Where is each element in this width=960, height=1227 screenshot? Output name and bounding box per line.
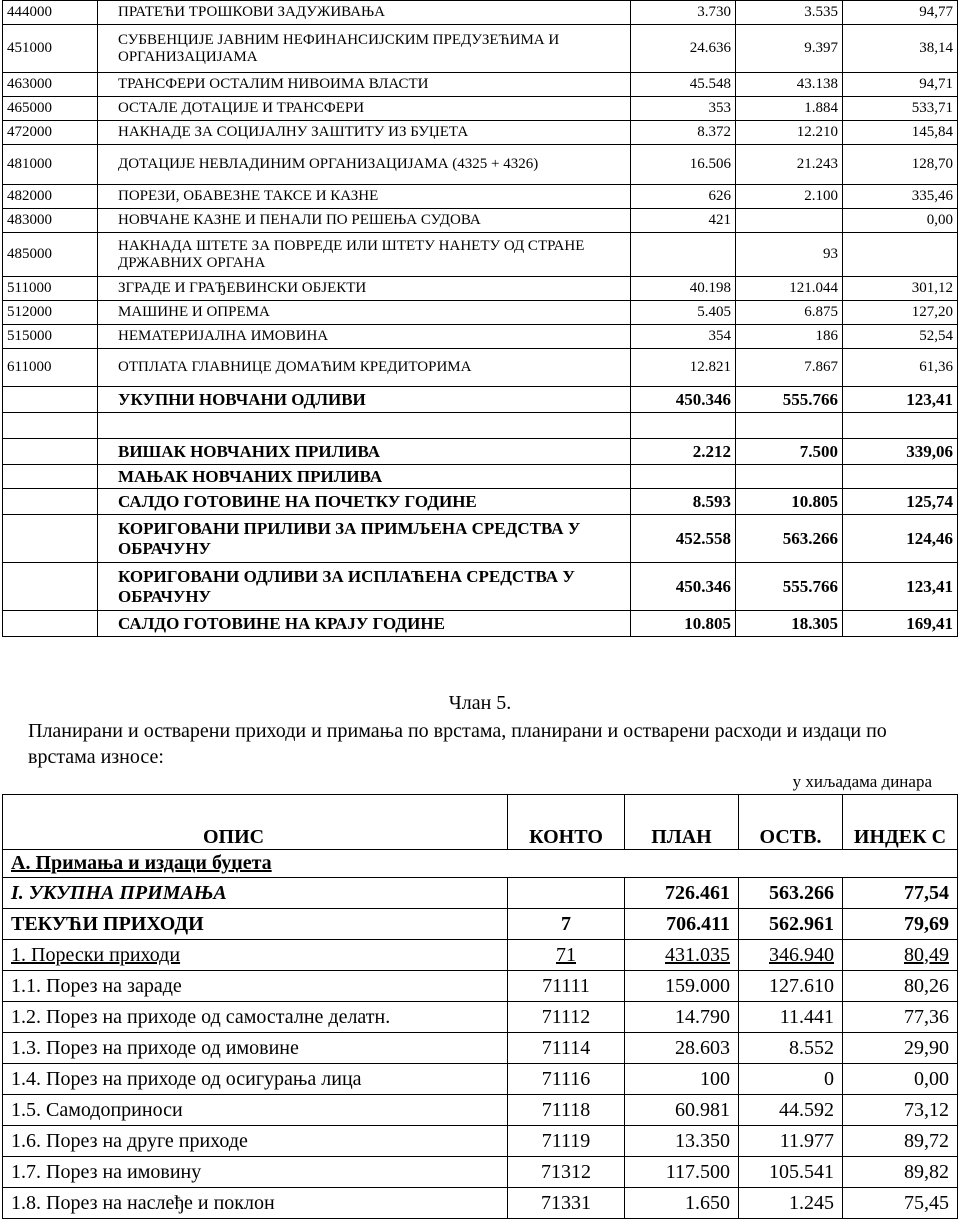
actual-value-text: 8.552 <box>789 1036 834 1059</box>
actual-value <box>739 1126 843 1157</box>
item-description: ТРАНСФЕРИ ОСТАЛИМ НИВОИМА ВЛАСТИ <box>98 73 631 97</box>
empty-cell <box>631 413 736 439</box>
description <box>3 971 508 1002</box>
account <box>508 909 625 940</box>
description <box>3 1064 508 1095</box>
actual-value <box>739 1157 843 1188</box>
account-text: 71114 <box>541 1036 591 1059</box>
plan-value: 8.593 <box>631 489 736 515</box>
description-text: 1.7. Порез на имовину <box>11 1160 202 1183</box>
column-header: ПЛАН <box>625 795 739 850</box>
actual-value: 2.100 <box>736 185 843 209</box>
description <box>3 1095 508 1126</box>
account-code <box>3 611 98 637</box>
index-value: 0,00 <box>843 209 958 233</box>
plan-value-text: 28.603 <box>675 1036 730 1059</box>
column-header: КОНТО <box>508 795 625 850</box>
index-value-text: 79,69 <box>904 912 949 935</box>
actual-value-text: 127.610 <box>769 974 834 997</box>
account-code: 451000 <box>3 25 98 73</box>
index-value-text: 73,12 <box>904 1098 949 1121</box>
index-value: 145,84 <box>843 121 958 145</box>
item-description: НЕМАТЕРИЈАЛНА ИМОВИНА <box>98 325 631 349</box>
plan-value <box>631 233 736 277</box>
table-row <box>3 878 958 909</box>
actual-value-text: 562.961 <box>769 912 834 935</box>
plan-value: 45.548 <box>631 73 736 97</box>
table-row <box>3 1 958 25</box>
index-value-text: 75,45 <box>904 1191 949 1214</box>
account <box>508 1157 625 1188</box>
header-row <box>3 795 958 850</box>
account-text: 71331 <box>541 1191 591 1214</box>
account <box>508 1126 625 1157</box>
account-code: 463000 <box>3 73 98 97</box>
plan-value <box>631 465 736 489</box>
table-row <box>3 909 958 940</box>
actual-value: 93 <box>736 233 843 277</box>
item-description: СУБВЕНЦИЈЕ ЈАВНИМ НЕФИНАНСИЈСКИМ ПРЕДУЗЕЋИМА И ОРГАНИЗАЦИЈАМА <box>98 25 631 73</box>
account-text: 71116 <box>541 1067 591 1090</box>
actual-value-text: 44.592 <box>779 1098 834 1121</box>
actual-value <box>739 940 843 971</box>
actual-value: 7.867 <box>736 349 843 387</box>
actual-value: 555.766 <box>736 563 843 611</box>
plan-value: 3.730 <box>631 1 736 25</box>
plan-value: 450.346 <box>631 387 736 413</box>
item-description: УКУПНИ НОВЧАНИ ОДЛИВИ <box>98 387 631 413</box>
actual-value: 9.397 <box>736 25 843 73</box>
index-value-text: 77,36 <box>904 1005 949 1028</box>
account-code <box>3 387 98 413</box>
item-description: НОВЧАНЕ КАЗНЕ И ПЕНАЛИ ПО РЕШЕЊА СУДОВА <box>98 209 631 233</box>
plan-value: 452.558 <box>631 515 736 563</box>
index-value: 61,36 <box>843 349 958 387</box>
actual-value <box>736 209 843 233</box>
empty-cell <box>98 413 631 439</box>
index-value <box>843 1033 958 1064</box>
table-row <box>3 940 958 971</box>
plan-value: 354 <box>631 325 736 349</box>
actual-value: 7.500 <box>736 439 843 465</box>
plan-value: 2.212 <box>631 439 736 465</box>
plan-value-text: 60.981 <box>675 1098 730 1121</box>
plan-value <box>625 1126 739 1157</box>
actual-value-text: 11.977 <box>779 1129 834 1152</box>
account-code: 485000 <box>3 233 98 277</box>
summary-row <box>3 563 958 611</box>
description-text: 1.6. Порез на друге приходе <box>11 1129 248 1152</box>
summary-row <box>3 439 958 465</box>
item-description: НАКНАДЕ ЗА СОЦИЈАЛНУ ЗАШТИТУ ИЗ БУЏЕТА <box>98 121 631 145</box>
account-text: 7 <box>561 912 571 935</box>
total-row <box>3 387 958 413</box>
account-code <box>3 515 98 563</box>
table-row <box>3 325 958 349</box>
account-code: 482000 <box>3 185 98 209</box>
index-value <box>843 233 958 277</box>
description <box>3 1188 508 1219</box>
actual-value: 555.766 <box>736 387 843 413</box>
summary-row <box>3 515 958 563</box>
table-row <box>3 1126 958 1157</box>
table-row <box>3 971 958 1002</box>
description-text: 1. Порески приходи <box>11 943 181 966</box>
index-value <box>843 1095 958 1126</box>
plan-value <box>625 1095 739 1126</box>
actual-value-text: 563.266 <box>769 881 834 904</box>
account-text: 71 <box>556 943 576 966</box>
account-code: 481000 <box>3 145 98 185</box>
actual-value: 3.535 <box>736 1 843 25</box>
account <box>508 1002 625 1033</box>
account-code: 512000 <box>3 301 98 325</box>
plan-value: 353 <box>631 97 736 121</box>
table-row <box>3 209 958 233</box>
account-code <box>3 439 98 465</box>
plan-value-text: 726.461 <box>665 881 730 904</box>
plan-value: 24.636 <box>631 25 736 73</box>
index-value-text: 0,00 <box>914 1067 949 1090</box>
description <box>3 1126 508 1157</box>
item-description: КОРИГОВАНИ ПРИЛИВИ ЗА ПРИМЉЕНА СРЕДСТВА У ОБРАЧУНУ <box>98 515 631 563</box>
plan-value-text: 14.790 <box>675 1005 730 1028</box>
plan-value: 421 <box>631 209 736 233</box>
index-value: 124,46 <box>843 515 958 563</box>
item-description: САЛДО ГОТОВИНЕ НА ПОЧЕТКУ ГОДИНЕ <box>98 489 631 515</box>
summary-row <box>3 611 958 637</box>
plan-value-text: 13.350 <box>675 1129 730 1152</box>
index-value-text: 80,49 <box>904 943 949 966</box>
plan-value-text: 100 <box>700 1067 730 1090</box>
plan-value-text: 706.411 <box>666 912 730 935</box>
description <box>3 1033 508 1064</box>
index-value <box>843 1002 958 1033</box>
revenue-table <box>2 794 958 1219</box>
plan-value: 10.805 <box>631 611 736 637</box>
description <box>3 909 508 940</box>
table-row <box>3 301 958 325</box>
index-value-text: 89,82 <box>904 1160 949 1183</box>
actual-value <box>739 1002 843 1033</box>
table-row <box>3 1188 958 1219</box>
actual-value: 43.138 <box>736 73 843 97</box>
item-description: МАЊАК НОВЧАНИХ ПРИЛИВА <box>98 465 631 489</box>
item-description: НАКНАДА ШТЕТЕ ЗА ПОВРЕДЕ ИЛИ ШТЕТУ НАНЕТУ ОД СТРАНЕ ДРЖАВНИХ ОРГАНА <box>98 233 631 277</box>
table-row <box>3 233 958 277</box>
index-value-text: 89,72 <box>904 1129 949 1152</box>
description-text: 1.4. Порез на приходе од осигурања лица <box>11 1067 362 1090</box>
actual-value: 563.266 <box>736 515 843 563</box>
plan-value <box>625 1033 739 1064</box>
table-row <box>3 121 958 145</box>
item-description: КОРИГОВАНИ ОДЛИВИ ЗА ИСПЛАЋЕНА СРЕДСТВА У ОБРАЧУНУ <box>98 563 631 611</box>
index-value <box>843 878 958 909</box>
table-row <box>3 25 958 73</box>
account-text: 71111 <box>542 974 590 997</box>
table-row <box>3 1033 958 1064</box>
index-value-text: 80,26 <box>904 974 949 997</box>
description <box>3 878 508 909</box>
index-value: 533,71 <box>843 97 958 121</box>
plan-value <box>625 878 739 909</box>
actual-value-text: 105.541 <box>769 1160 834 1183</box>
account-code: 444000 <box>3 1 98 25</box>
index-value: 169,41 <box>843 611 958 637</box>
section-label: А. Примања и издаци буџета <box>11 852 272 874</box>
article-text: Планирани и остварени приходи и примања по врстама, планирани и остварени расходи и издаци по врстама износе: <box>28 720 887 768</box>
column-header: ИНДЕК С <box>843 795 958 850</box>
index-value-text: 29,90 <box>904 1036 949 1059</box>
description <box>3 1157 508 1188</box>
plan-value: 450.346 <box>631 563 736 611</box>
account <box>508 878 625 909</box>
index-value: 38,14 <box>843 25 958 73</box>
table-row <box>3 1157 958 1188</box>
index-value <box>843 1064 958 1095</box>
account <box>508 940 625 971</box>
account-code <box>3 563 98 611</box>
item-description: ОСТАЛЕ ДОТАЦИЈЕ И ТРАНСФЕРИ <box>98 97 631 121</box>
spacer-row <box>3 413 958 439</box>
account <box>508 1188 625 1219</box>
item-description: МАШИНЕ И ОПРЕМА <box>98 301 631 325</box>
actual-value <box>739 1188 843 1219</box>
actual-value: 121.044 <box>736 277 843 301</box>
plan-value-text: 117.500 <box>665 1160 730 1183</box>
actual-value <box>736 465 843 489</box>
table-row <box>3 185 958 209</box>
actual-value: 186 <box>736 325 843 349</box>
item-description: ОТПЛАТА ГЛАВНИЦЕ ДОМАЋИМ КРЕДИТОРИМА <box>98 349 631 387</box>
actual-value <box>739 878 843 909</box>
index-value: 335,46 <box>843 185 958 209</box>
account-code: 483000 <box>3 209 98 233</box>
actual-value-text: 0 <box>824 1067 834 1090</box>
table-row <box>3 349 958 387</box>
item-description: ПРАТЕЋИ ТРОШКОВИ ЗАДУЖИВАЊА <box>98 1 631 25</box>
account <box>508 1033 625 1064</box>
item-description: САЛДО ГОТОВИНЕ НА КРАЈУ ГОДИНЕ <box>98 611 631 637</box>
index-value <box>843 1188 958 1219</box>
summary-row <box>3 465 958 489</box>
item-description: ДОТАЦИЈЕ НЕВЛАДИНИМ ОРГАНИЗАЦИЈАМА (4325 + 4326) <box>98 145 631 185</box>
index-value <box>843 940 958 971</box>
index-value: 125,74 <box>843 489 958 515</box>
actual-value: 6.875 <box>736 301 843 325</box>
summary-row <box>3 489 958 515</box>
item-description: ПОРЕЗИ, ОБАВЕЗНЕ ТАКСЕ И КАЗНЕ <box>98 185 631 209</box>
description <box>3 1002 508 1033</box>
plan-value-text: 159.000 <box>665 974 730 997</box>
actual-value <box>739 909 843 940</box>
empty-cell <box>3 413 98 439</box>
plan-value: 8.372 <box>631 121 736 145</box>
plan-value <box>625 1064 739 1095</box>
index-value-text: 77,54 <box>904 881 949 904</box>
expenditure-table <box>2 0 958 637</box>
actual-value <box>739 971 843 1002</box>
plan-value <box>625 940 739 971</box>
column-header: ОПИС <box>3 795 508 850</box>
table-row <box>3 1064 958 1095</box>
index-value: 94,71 <box>843 73 958 97</box>
index-value: 52,54 <box>843 325 958 349</box>
index-value: 128,70 <box>843 145 958 185</box>
empty-cell <box>736 413 843 439</box>
actual-value: 18.305 <box>736 611 843 637</box>
description-text: 1.2. Порез на приходе од самосталне делатн. <box>11 1005 391 1028</box>
account-text: 71119 <box>541 1129 591 1152</box>
index-value: 123,41 <box>843 387 958 413</box>
index-value <box>843 1126 958 1157</box>
actual-value-text: 346.940 <box>769 943 834 966</box>
account <box>508 971 625 1002</box>
account-code <box>3 489 98 515</box>
unit-label: у хиљадама динара <box>792 772 932 791</box>
index-value: 127,20 <box>843 301 958 325</box>
description-text: I. УКУПНА ПРИМАЊА <box>11 881 227 904</box>
plan-value-text: 1.650 <box>685 1191 730 1214</box>
account-code: 511000 <box>3 277 98 301</box>
actual-value-text: 1.245 <box>789 1191 834 1214</box>
item-description: ВИШАК НОВЧАНИХ ПРИЛИВА <box>98 439 631 465</box>
table-row <box>3 1095 958 1126</box>
account-code: 472000 <box>3 121 98 145</box>
actual-value: 21.243 <box>736 145 843 185</box>
plan-value <box>625 1002 739 1033</box>
index-value <box>843 465 958 489</box>
actual-value: 1.884 <box>736 97 843 121</box>
account-code: 611000 <box>3 349 98 387</box>
account-code <box>3 465 98 489</box>
table-row <box>3 73 958 97</box>
plan-value: 12.821 <box>631 349 736 387</box>
index-value: 94,77 <box>843 1 958 25</box>
index-value <box>843 909 958 940</box>
description-text: 1.3. Порез на приходе од имовине <box>11 1036 299 1059</box>
account-code: 465000 <box>3 97 98 121</box>
account-text: 71112 <box>541 1005 591 1028</box>
plan-value: 16.506 <box>631 145 736 185</box>
actual-value <box>739 1095 843 1126</box>
plan-value: 626 <box>631 185 736 209</box>
plan-value: 5.405 <box>631 301 736 325</box>
account <box>508 1095 625 1126</box>
actual-value <box>739 1033 843 1064</box>
plan-value <box>625 909 739 940</box>
description-text: 1.5. Самодоприноси <box>11 1098 183 1121</box>
column-header: ОСТВ. <box>739 795 843 850</box>
table-row <box>3 277 958 301</box>
section-row <box>3 850 958 878</box>
actual-value: 10.805 <box>736 489 843 515</box>
description-text: 1.1. Порез на зараде <box>11 974 182 997</box>
account <box>508 1064 625 1095</box>
index-value <box>843 1157 958 1188</box>
description <box>3 940 508 971</box>
empty-cell <box>843 413 958 439</box>
account-text: 71118 <box>541 1098 591 1121</box>
actual-value <box>739 1064 843 1095</box>
index-value: 339,06 <box>843 439 958 465</box>
plan-value <box>625 1157 739 1188</box>
article-title: Члан 5. <box>448 692 512 714</box>
index-value: 301,12 <box>843 277 958 301</box>
table-row <box>3 97 958 121</box>
plan-value-text: 431.035 <box>665 943 730 966</box>
account-text: 71312 <box>541 1160 591 1183</box>
index-value: 123,41 <box>843 563 958 611</box>
section-title <box>3 850 958 878</box>
plan-value: 40.198 <box>631 277 736 301</box>
item-description: ЗГРАДЕ И ГРАЂЕВИНСКИ ОБЈЕКТИ <box>98 277 631 301</box>
actual-value: 12.210 <box>736 121 843 145</box>
index-value <box>843 971 958 1002</box>
description-text: ТЕКУЋИ ПРИХОДИ <box>11 912 204 935</box>
plan-value <box>625 971 739 1002</box>
plan-value <box>625 1188 739 1219</box>
table-row <box>3 1002 958 1033</box>
description-text: 1.8. Порез на наслеђе и поклон <box>11 1191 275 1214</box>
account-code: 515000 <box>3 325 98 349</box>
actual-value-text: 11.441 <box>779 1005 834 1028</box>
table-row <box>3 145 958 185</box>
